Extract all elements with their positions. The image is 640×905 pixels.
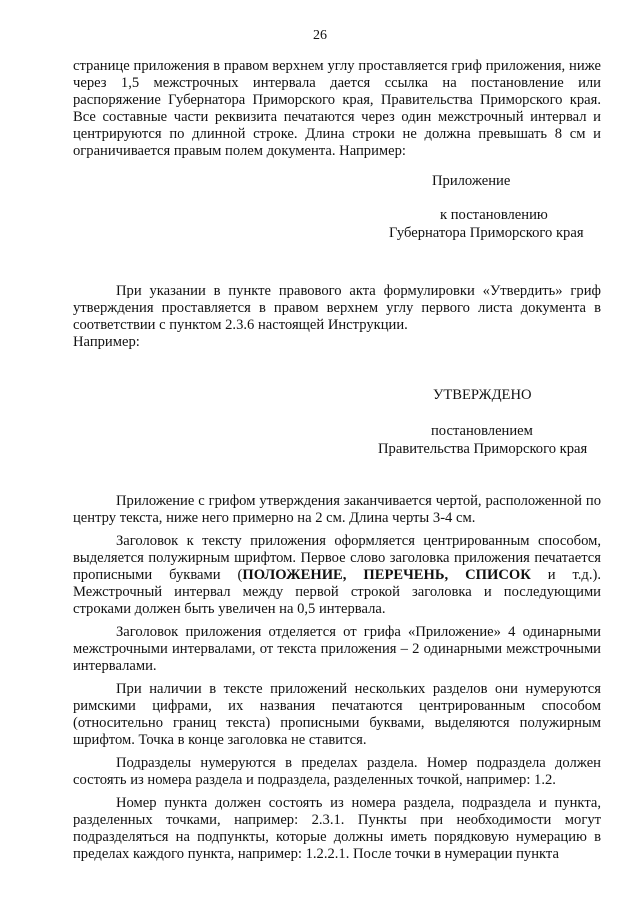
document-body	[73, 58, 601, 863]
intro-paragraph: странице приложения в правом верхнем углу проставляется гриф приложения, ниже через 1,5 межстрочных интервала дается ссылка на постановление или распоряжение Губернатора Приморского края, Правительства Приморского края. Все составные части реквизита печатаются через один межстрочный интервал и центрируются по длинной строке. Длина строки не должна превышать 8 см и ограничивается правым полем документа. Например:	[73, 58, 601, 159]
stamp-line: к постановлению	[440, 207, 548, 223]
paragraph: Заголовок приложения отделяется от грифа «Приложение» 4 одинарными межстрочными интервалами, от текста приложения – 2 одинарными межстрочными интервалами.	[73, 624, 601, 674]
paragraph: Номер пункта должен состоять из номера раздела, подраздела и пункта, разделенных точками, например: 2.3.1. Пункты при необходимости могут подразделяться на подпункты, которые должны иметь порядковую нумерацию в пределах каждого пункта, например: 1.2.2.1. После точки в нумерации пункта	[73, 795, 601, 862]
paragraph	[73, 533, 601, 618]
stamp-line: постановлением	[431, 423, 533, 439]
page-number: 26	[313, 28, 327, 43]
stamp-title: Приложение	[432, 173, 511, 189]
stamp-line: Губернатора Приморского края	[389, 225, 584, 241]
paragraph: Приложение с грифом утверждения заканчивается чертой, расположенной по центру текста, ниже него примерно на 2 см. Длина черты 3-4 см.	[73, 493, 601, 526]
approve-paragraph: При указании в пункте правового акта формулировки «Утвердить» гриф утверждения проставляется в правом верхнем углу первого листа документа в соответствии с пунктом 2.3.6 настоящей Инструкции.	[73, 283, 601, 333]
stamp-title: УТВЕРЖДЕНО	[433, 387, 532, 403]
paragraph: При наличии в тексте приложений нескольких разделов они нумеруются римскими цифрами, их названия печатаются центрированным способом (относительно границ текста) прописными буквами, выделяются полужирным шрифтом. Точка в конце заголовка не ставится.	[73, 681, 601, 748]
paragraph: Подразделы нумеруются в пределах раздела. Номер подраздела должен состоять из номера раздела и подраздела, разделенных точкой, например: 1.2.	[73, 755, 601, 788]
example-approval-stamp	[73, 387, 601, 461]
bold-keywords: ПОЛОЖЕНИЕ, ПЕРЕЧЕНЬ, СПИСОК	[242, 567, 531, 583]
paragraph-text: и т.д.). Межстрочный интервал между первой строкой заголовка и последующими строками должен быть увеличен на 0,5 интервала.	[73, 567, 601, 617]
stamp-line: Правительства Приморского края	[378, 441, 588, 457]
example-appendix-stamp	[73, 173, 601, 245]
paragraph-text: Заголовок к тексту приложения оформляется центрированным способом, выделяется полужирным шрифтом. Первое слово заголовка приложения печатается прописными буквами (	[73, 533, 601, 583]
for-example-label: Например:	[73, 334, 140, 350]
